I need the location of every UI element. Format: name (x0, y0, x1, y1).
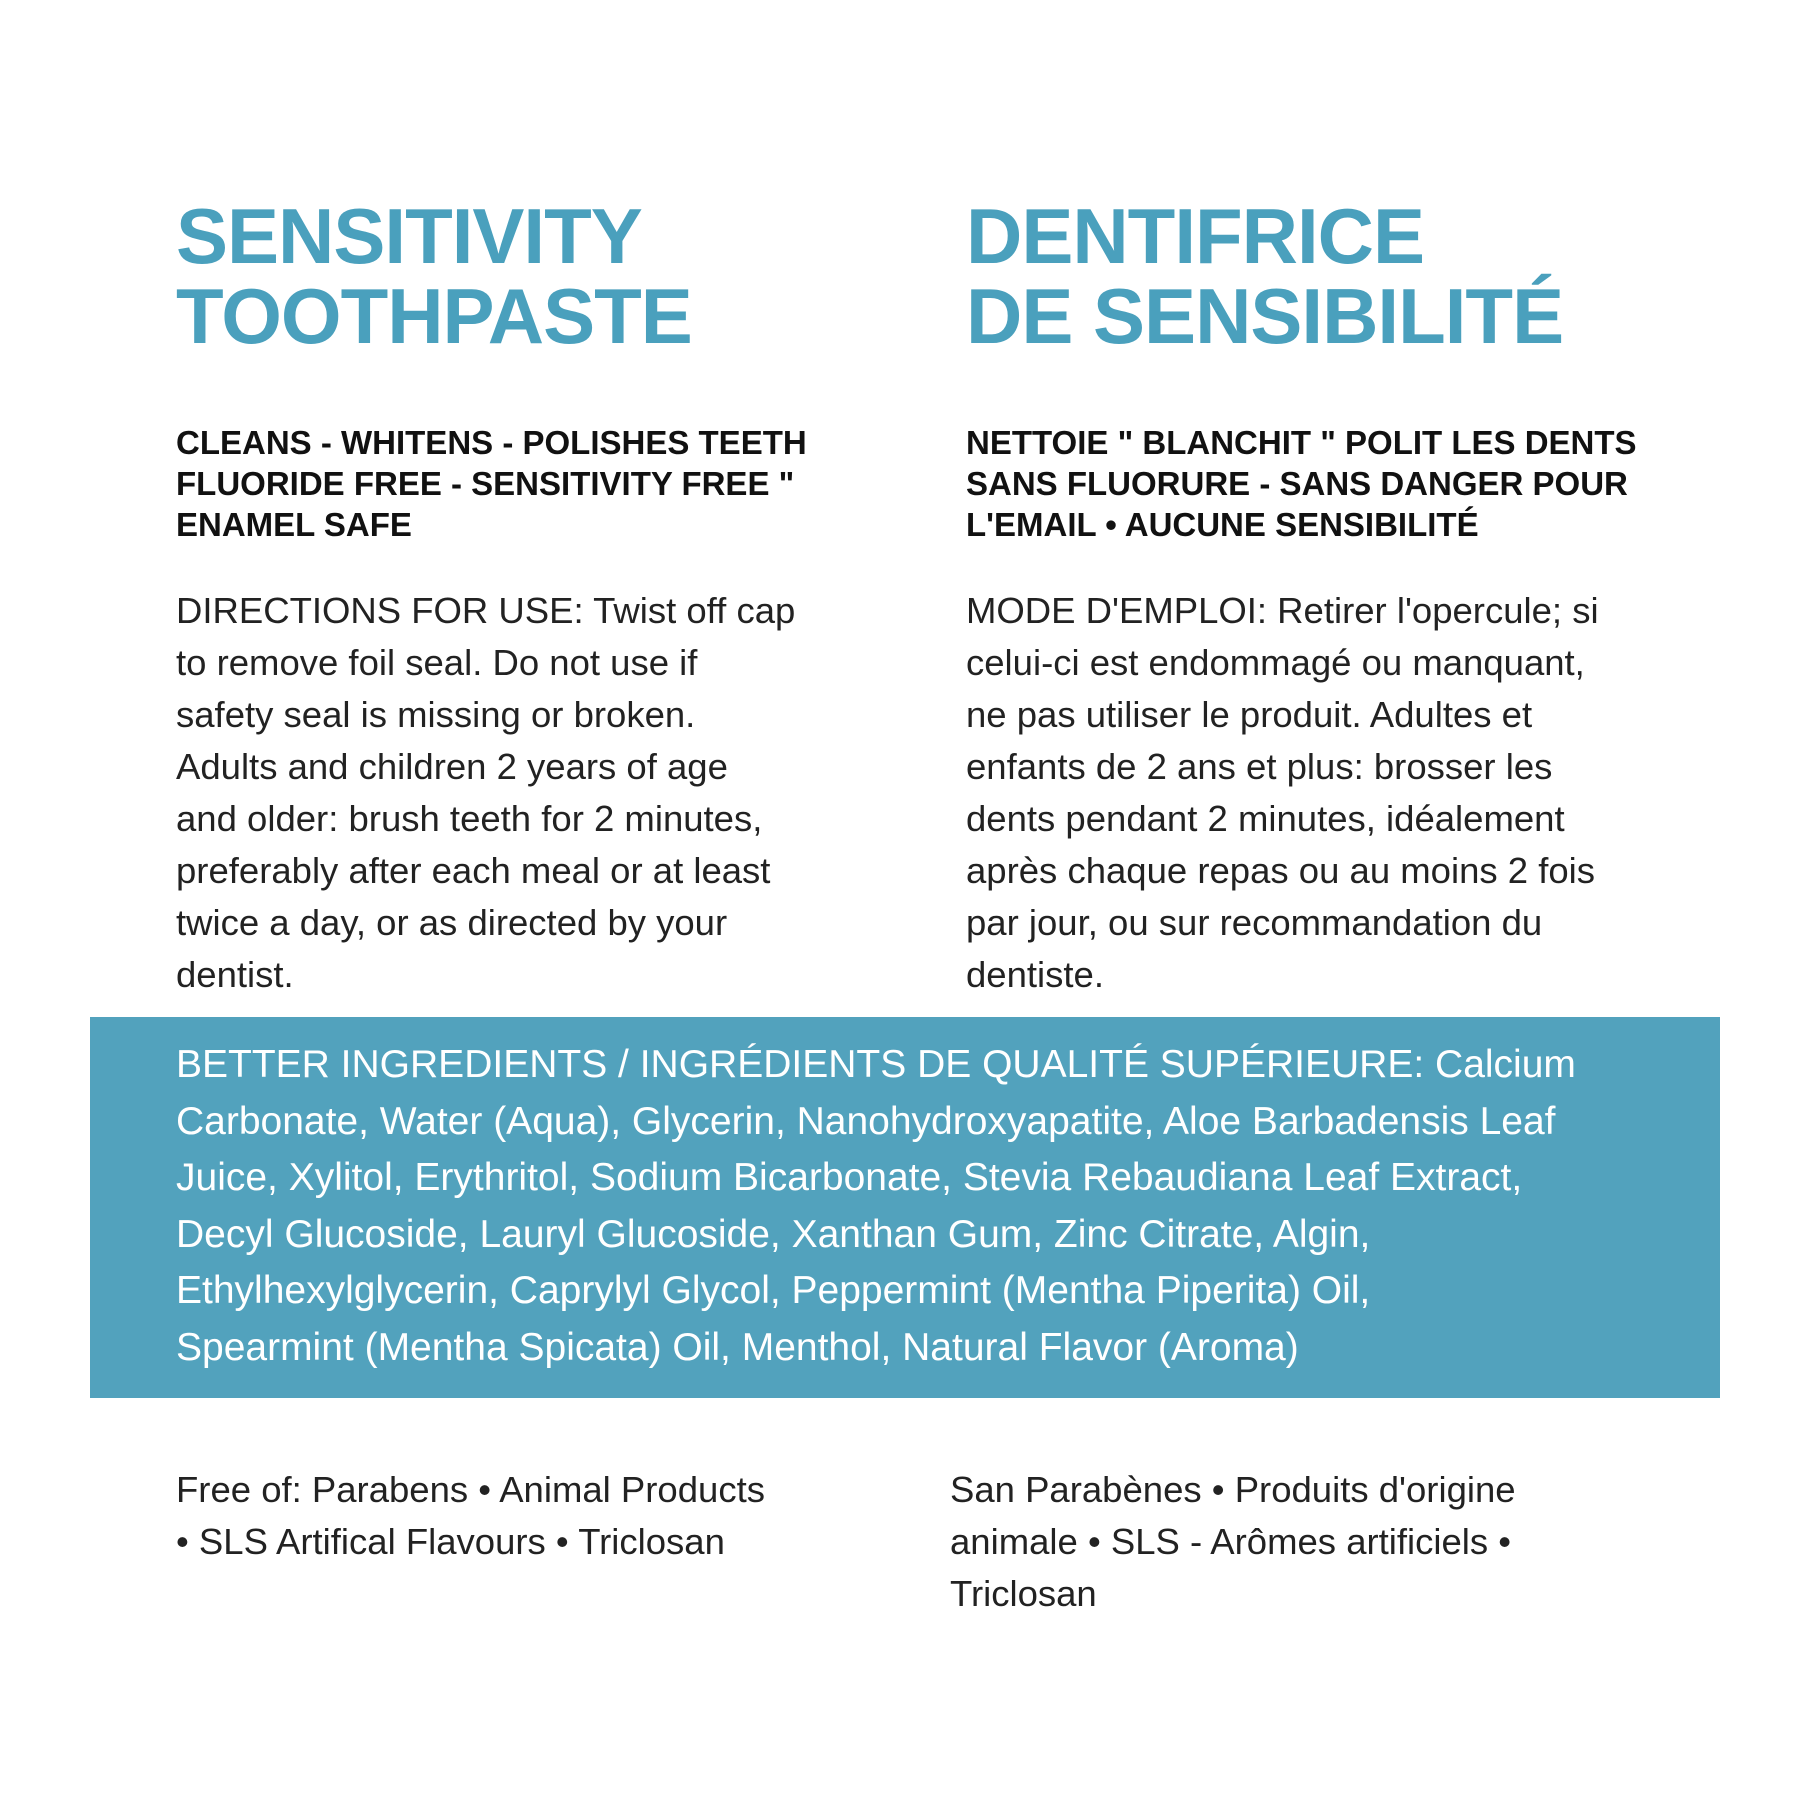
french-free-of (950, 1464, 1650, 1620)
french-free-of-line-1: San Parabènes • Produits d'origine (950, 1469, 1516, 1510)
english-claim-line-2: FLUORIDE FREE - SENSITIVITY FREE " (176, 465, 795, 502)
french-directions-line-8: dentiste. (966, 954, 1104, 995)
english-column (176, 192, 836, 1001)
french-free-of-line-2: animale • SLS - Arômes artificiels • (950, 1521, 1512, 1562)
ingredients-line-3: Juice, Xylitol, Erythritol, Sodium Bicarbonate, Stevia Rebaudiana Leaf Extract, (176, 1156, 1523, 1199)
ingredients-line-4: Decyl Glucoside, Lauryl Glucoside, Xanthan Gum, Zinc Citrate, Algin, (176, 1212, 1371, 1256)
english-free-of-line-2: • SLS Artifical Flavours • Triclosan (176, 1521, 725, 1562)
english-directions-line-1: DIRECTIONS FOR USE: Twist off cap (176, 590, 796, 631)
ingredients-line-6: Spearmint (Mentha Spicata) Oil, Menthol, Natural Flavor (Aroma) (176, 1325, 1299, 1369)
french-column (966, 192, 1666, 1001)
english-directions-line-4: Adults and children 2 years of age (176, 746, 728, 787)
english-free-of (176, 1464, 836, 1568)
french-directions-line-6: après chaque repas ou au moins 2 fois (966, 850, 1596, 891)
french-directions-line-1: MODE D'EMPLOI: Retirer l'opercule; si (966, 590, 1599, 631)
english-free-of-line-1: Free of: Parabens • Animal Products (176, 1469, 765, 1510)
english-title (176, 192, 836, 360)
english-claim-line-1: CLEANS - WHITENS - POLISHES TEETH (176, 424, 807, 461)
french-title-line-2: DE SENSIBILITÉ (966, 272, 1564, 360)
french-title-line-1: DENTIFRICE (966, 192, 1424, 280)
english-claims (176, 422, 836, 545)
english-title-line-1: SENSITIVITY (176, 192, 642, 280)
ingredients-line-2: Carbonate, Water (Aqua), Glycerin, Nanohydroxyapatite, Aloe Barbadensis Leaf (176, 1099, 1556, 1143)
english-title-line-2: TOOTHPASTE (176, 272, 692, 360)
french-claims (966, 422, 1666, 545)
ingredients-band (90, 1017, 1720, 1398)
english-directions-line-2: to remove foil seal. Do not use if (176, 642, 698, 683)
french-directions-line-3: ne pas utiliser le produit. Adultes et (966, 694, 1533, 735)
english-directions-line-5: and older: brush teeth for 2 minutes, (176, 798, 763, 839)
english-directions-line-6: preferably after each meal or at least (176, 850, 771, 891)
french-directions (966, 585, 1666, 1001)
english-directions-line-3: safety seal is missing or broken. (176, 694, 696, 735)
ingredients-list (176, 1037, 1686, 1376)
french-title (966, 192, 1666, 360)
english-directions-line-8: dentist. (176, 954, 294, 995)
french-directions-line-7: par jour, ou sur recommandation du (966, 902, 1543, 943)
english-directions-line-7: twice a day, or as directed by your (176, 902, 728, 943)
french-directions-line-4: enfants de 2 ans et plus: brosser les (966, 746, 1553, 787)
ingredients-line-5: Ethylhexylglycerin, Caprylyl Glycol, Peppermint (Mentha Piperita) Oil, (176, 1269, 1371, 1312)
french-directions-line-5: dents pendant 2 minutes, idéalement (966, 798, 1565, 839)
french-claim-line-1: NETTOIE " BLANCHIT " POLIT LES DENTS (966, 424, 1637, 461)
french-claim-line-2: SANS FLUORURE - SANS DANGER POUR (966, 465, 1628, 502)
french-free-of-line-3: Triclosan (950, 1573, 1097, 1614)
english-directions (176, 585, 836, 1001)
ingredients-line-1: BETTER INGREDIENTS / INGRÉDIENTS DE QUALITÉ SUPÉRIEURE: Calcium (176, 1043, 1576, 1086)
french-claim-line-3: L'EMAIL • AUCUNE SENSIBILITÉ (966, 506, 1479, 543)
english-claim-line-3: ENAMEL SAFE (176, 506, 412, 543)
french-directions-line-2: celui-ci est endommagé ou manquant, (966, 642, 1585, 683)
